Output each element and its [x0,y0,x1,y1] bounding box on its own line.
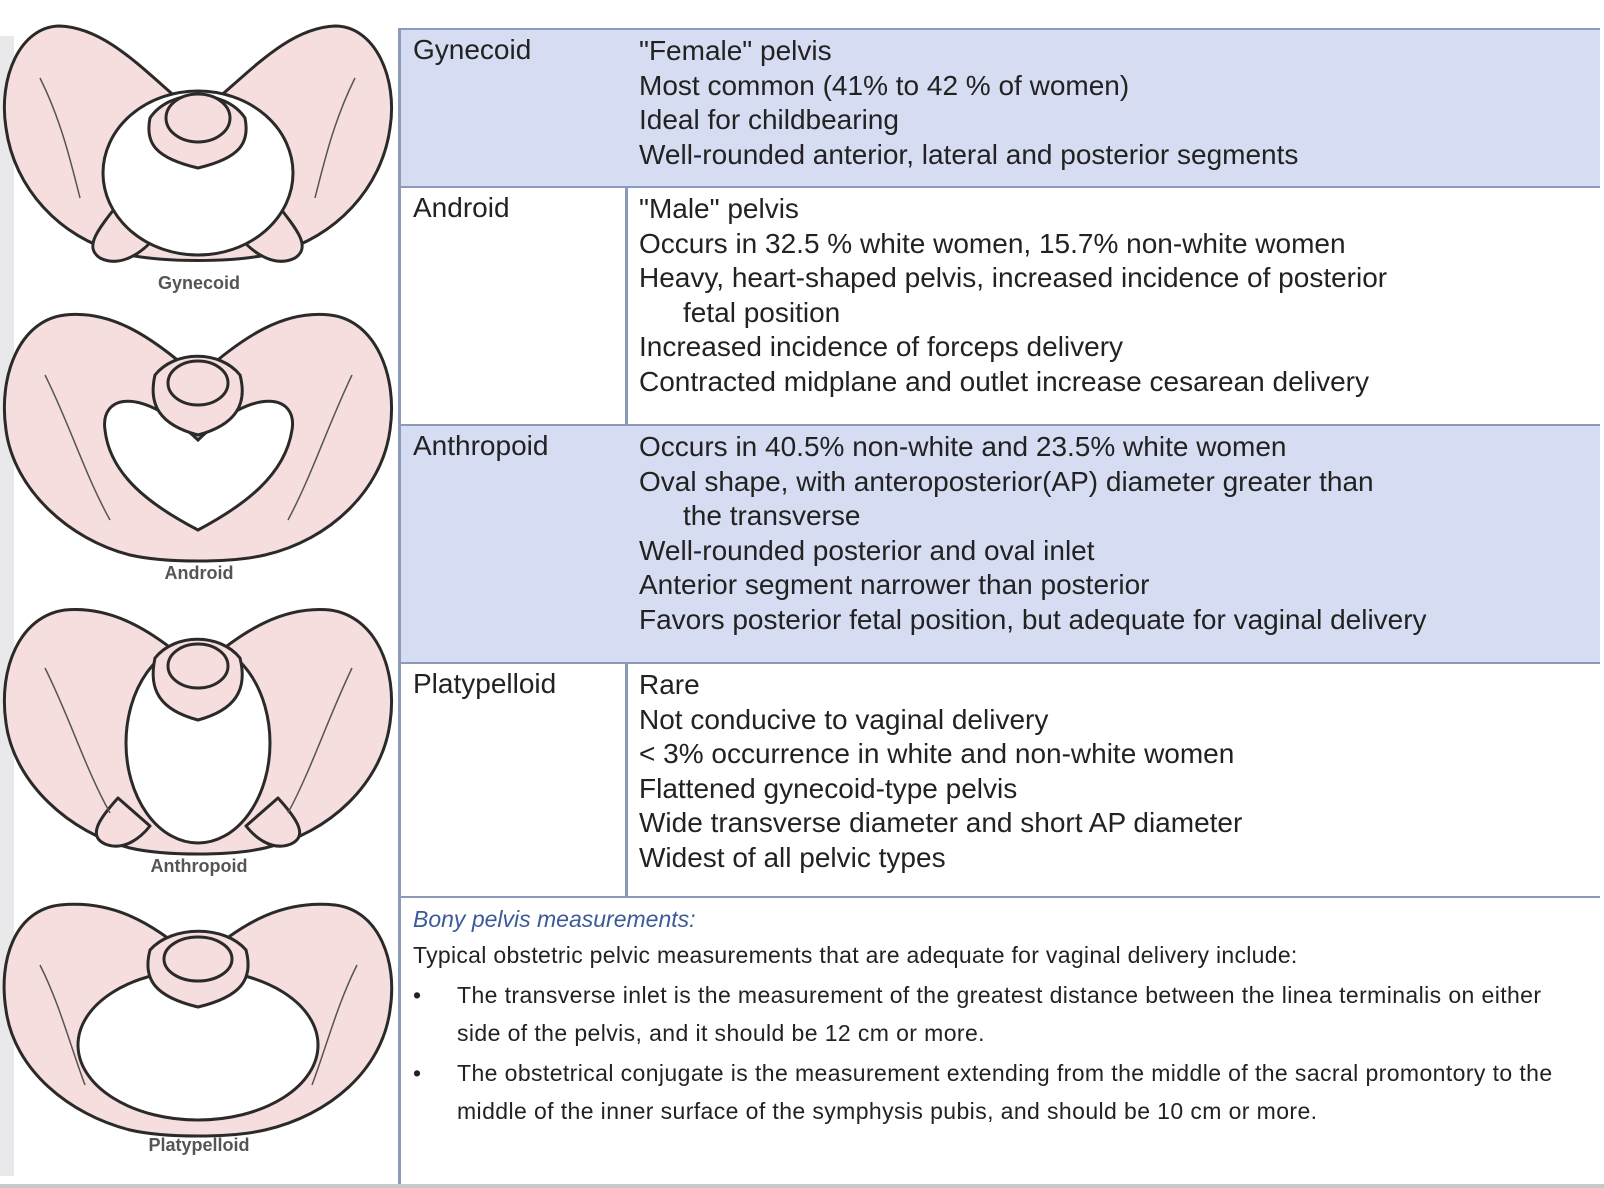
description-line: fetal position [683,296,841,328]
table-row [401,426,1600,664]
pelvis-type-description [639,430,1590,637]
description-line: Widest of all pelvic types [639,841,946,873]
description-line: Rare [639,669,700,700]
figure-android [0,305,398,595]
description-line: Wide transverse diameter and short AP diameter [639,807,1243,838]
description-line: Anterior segment narrower than posterior [639,569,1150,600]
bullet-marker: • [413,1060,422,1086]
description-line: Contracted midplane and outlet increase cesarean delivery [639,365,1369,397]
anthropoid-pelvis-illustration [0,598,398,863]
description-line: Increased incidence of forceps delivery [639,331,1124,362]
pelvis-types-table [398,28,1600,1184]
bony-pelvis-measurements [401,898,1600,1188]
description-line: Occurs in 32.5 % white women, 15.7% non-white women [639,227,1346,259]
description-line: Favors posterior fetal position, but adequate for vaginal delivery [639,603,1427,635]
description-line: "Female" pelvis [639,35,832,66]
pelvis-type-description [639,34,1590,172]
gynecoid-pelvis-illustration [0,18,398,278]
description-line: Flattened gynecoid-type pelvis [639,772,1018,804]
description-line: Heavy, heart-shaped pelvis, increased incidence of posterior [639,262,1388,293]
bullet-marker: • [413,982,422,1008]
figure-gynecoid [0,18,398,298]
measurements-heading: Bony pelvis measurements: [413,906,696,932]
description-line: < 3% occurrence in white and non-white women [639,738,1235,769]
measurement-bullet-obstetrical-conjugate: The obstetrical conjugate is the measurement extending from the middle of the sacral promontory to the middle of the inner surface of the symphysis pubis, and should be 10 cm or more. [457,1060,1553,1124]
description-line: Ideal for childbearing [639,104,899,135]
table-row [401,664,1600,898]
figure-anthropoid [0,598,398,888]
figure-label: Platypelloid [148,1135,250,1155]
figure-label: Android [164,563,234,583]
description-line: Oval shape, with anteroposterior(AP) diameter greater than [639,465,1374,497]
pelvis-type-label: Android [413,192,510,223]
description-line: Not conducive to vaginal delivery [639,703,1049,735]
pelvis-type-label: Anthropoid [413,430,549,461]
pelvis-type-label: Gynecoid [413,34,532,65]
pelvis-type-description [639,192,1590,399]
pelvis-type-label: Platypelloid [413,668,557,699]
description-line: Occurs in 40.5% non-white and 23.5% white women [639,431,1287,462]
table-row [401,188,1600,426]
bottom-edge-bar [0,1184,1604,1188]
pelvis-figures [0,0,398,1188]
description-line: Well-rounded posterior and oval inlet [639,534,1095,566]
figure-platypelloid [0,895,398,1180]
pelvis-type-description [639,668,1590,875]
table-row [401,30,1600,188]
description-line: Most common (41% to 42 % of women) [639,69,1130,101]
android-pelvis-illustration [0,305,398,570]
description-line: Well-rounded anterior, lateral and posterior segments [639,138,1299,170]
figure-label: Gynecoid [157,273,241,293]
measurement-bullet-transverse-inlet: The transverse inlet is the measurement of the greatest distance between the linea terminalis on either side of the pelvis, and it should be 12 cm or more. [457,982,1542,1046]
description-line: the transverse [683,500,861,531]
measurements-intro: Typical obstetric pelvic measurements that are adequate for vaginal delivery include: [413,942,1298,968]
description-line: "Male" pelvis [639,193,799,224]
platypelloid-pelvis-illustration [0,895,398,1145]
figure-label: Anthropoid [150,856,248,876]
